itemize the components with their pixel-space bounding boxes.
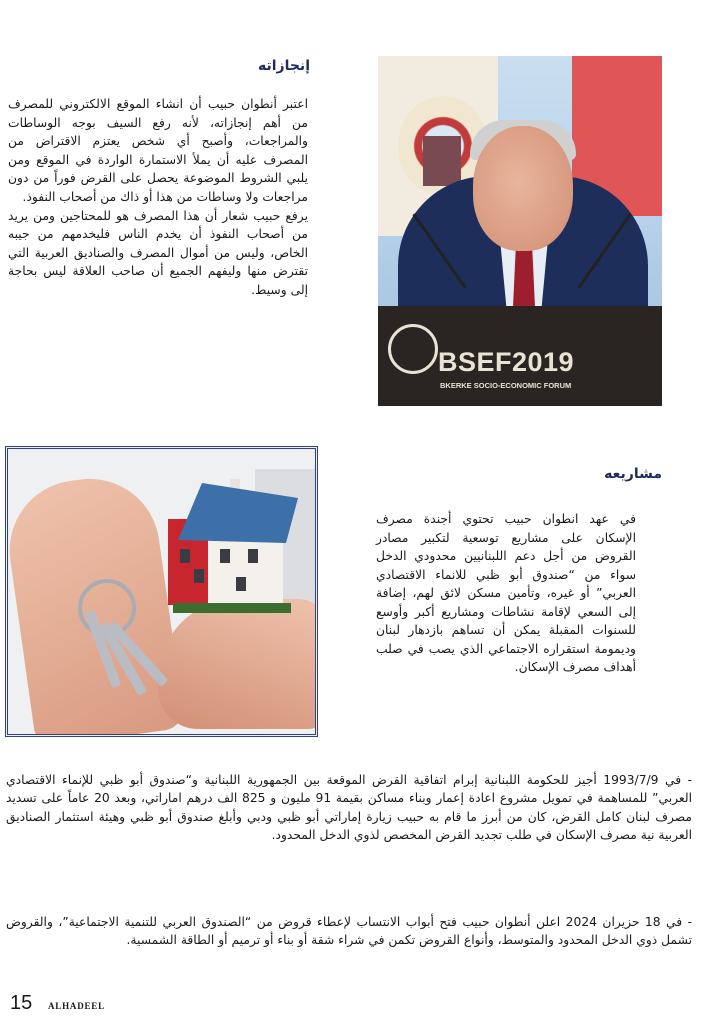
- projects-heading: مشاريعه: [604, 466, 662, 482]
- projects-intro: في عهد انطوان حبيب تحتوي أجندة مصرف الإسكان على مشاريع توسعية لتكبير مصادر القروض من أجل دعم اللبنانيين محدودي الدخل سواء من “صندوق أبو ظبي للانماء الاقتصادي العربي” أو غيره، وتأمين مسكن لائق لهم، إضافة إلى السعي لإقامة نشاطات ومشاريع أكبر وأوسع للسنوات المقبلة يمكن أن تساهم بازدهار لبنان وديمومة استقراره الاجتماعي الذي يصب في صلب أهداف مصرف الإسكان.: [376, 512, 636, 674]
- achievements-paragraph-2: يرفع حبيب شعار أن هذا المصرف هو للمحتاجين ومن يريد من أصحاب النفوذ أن يخدم الناس فليخدمهم من جيبه الخاص، وليس من أموال المصرف والصناديق العربية التي تقترض منها وليفهم الجميع أن صاحب العلاقة ليس بحاجة إلى وسيط.: [8, 208, 308, 297]
- podium: [378, 306, 662, 406]
- projects-item-2: - في 18 حزيران 2024 اعلن أنطوان حبيب فتح أبواب الانتساب لإعطاء قروض من “الصندوق العربي للتنمية الاجتماعية”، والقروض تشمل ذوي الدخل المحدود والمتوسط، وأنواع القروض تكمن في شراء شقة أو بناء أو ترميم أو الطاقة الشمسية.: [6, 915, 693, 948]
- achievements-heading: إنجازاته: [257, 58, 310, 74]
- forum-logo-icon: [388, 324, 438, 374]
- tower-emblem: [423, 136, 461, 186]
- forum-logo-subtitle: BKERKE SOCIO-ECONOMIC FORUM: [440, 381, 572, 390]
- forum-logo-text: BSEF2019: [438, 347, 575, 377]
- magazine-name: ALHADEEL: [48, 1001, 105, 1011]
- speaker-face: [473, 126, 573, 251]
- house-keys-photo: [5, 446, 318, 737]
- achievements-text: [8, 95, 308, 300]
- projects-item-1: - في 1993/7/9 أجيز للحكومة اللبنانية إبرام اتفاقية القرض الموقعة بين الجمهورية اللبنانية و“صندوق أبو ظبي للإنماء الاقتصادي العربي” للمساهمة في تمويل مشروع اعادة إعمار وبناء مساكن بقيمة 91 مليون و 825 الف درهم اماراتي، وبعد 20 عاماً على تسديد مصرف لبنان كامل القرض، كان من أبرز ما قام به حبيب زيارة إماراتي أبو ظبي ودبي وأبلغ صندوق أبو ظبي وهيئة استثمار الصناديق العربية نية مصرف الإسكان في طلب تجديد القرض المخصص لذوي الدخل المحدود.: [6, 773, 693, 843]
- right-hand: [158, 599, 318, 729]
- page-number: 15: [10, 992, 33, 1014]
- speaker-photo: [378, 56, 662, 406]
- achievements-paragraph-1: اعتبر أنطوان حبيب أن انشاء الموقع الالكتروني للمصرف من أهم إنجازاته، لأنه رفع السيف بوجه الوساطات والمراجعات، وأصبح أي شخص يعتزم الاقتراض من المصرف عليه أن يملأ الاستمارة الواردة في الموقع ومن يلبي الشروط الموضوعة يحصل على القرض فوراً من دون مراجعات ولا وساطات من هذا أو ذاك من أصحاب النفوذ.: [8, 97, 308, 204]
